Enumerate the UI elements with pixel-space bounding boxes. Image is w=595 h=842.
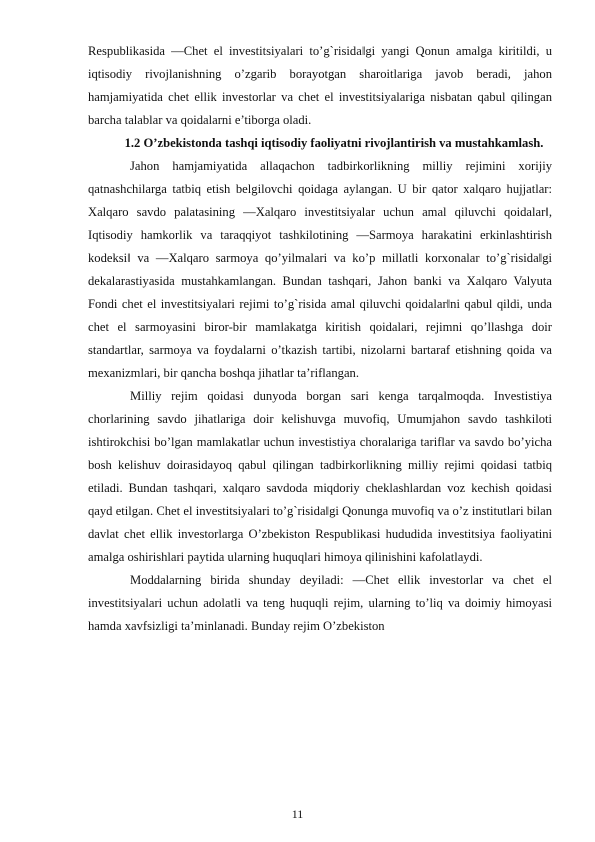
body-paragraph-1: Jahon hamjamiyatida allaqachon tadbirkorlikning milliy rejimini xorijiy qatnashchilarga tatbiq etish belgilovchi qoidaga aylangan. U bir qator xalqaro hujjatlar: Xalqaro savdo palatasining ―Xalqaro investitsiyalar uchun amal qiluvchi qoidalar‖, Iqtisodiy hamkorlik va taraqqiyot tashkilotining ―Sarmoya harakatini erkinlashtirish kodeksi‖ va ―Xalqaro sarmoya qo’yilmalari va ko’p millatli korxonalar to’g`risida‖gi dekalarastiyasida mustahkamlangan. Bundan tashqari, Jahon banki va Xalqaro Valyuta Fondi chet el investitsiyalari rejimi to’g`risida amal qiluvchi qoidalar‖ni qabul qildi, unda chet el sarmoyasini biror-bir mamlakatga kiritish qoidalari, rejimni qo’llashga doir standartlar, sarmoya va foydalarni o’tkazish tartibi, nizolarni bartaraf etishning qoida va mexanizmlari, bir qancha boshqa jihatlar ta’riflangan. [88, 159, 552, 380]
document-page [88, 40, 552, 638]
body-paragraph-2: Milliy rejim qoidasi dunyoda borgan sari kenga tarqalmoqda. Investistiya chorlarining savdo jihatlariga doir kelishuvga muvofiq, Umumjahon savdo tashkiloti ishtirokchisi bo’lgan mamlakatlar uchun investistiya choralariga tariflar va savdo bo’yicha bosh kelishuv doirasidayoq qabul qilingan tadbirkorlikning milliy rejimi qoidasi tatbiq etiladi. Bundan tashqari, xalqaro savdoda miqdoriy cheklashlardan voz kechish qoidasi qayd etilgan. Chet el investitsiyalari to’g`risida‖gi Qonunga muvofiq va o’z institutlari bilan davlat chet ellik investorlarga O’zbekiston Respublikasi hududida investitsiya faoliyatini amalga oshirishlari paytida ularning huquqlari himoya qilinishini kafolatlaydi. [88, 389, 552, 564]
page-number: 11 [291, 807, 304, 821]
section-heading: 1.2 O’zbekistonda tashqi iqtisodiy faoliyatni rivojlantirish va mustahkamlash. [124, 136, 544, 150]
intro-paragraph: Respublikasida ―Chet el investitsiyalari to’g`risida‖gi yangi Qonun amalga kiritildi, u iqtisodiy rivojlanishning o’zgarib borayotgan sharoitlariga javob beradi, jahon hamjamiyatida chet ellik investorlar va chet el investitsiyalariga nisbatan qabul qilingan barcha talablar va qoidalarni e’tiborga oladi. [88, 44, 552, 127]
body-paragraph-3: Moddalarning birida shunday deyiladi: ―Chet ellik investorlar va chet el investitsiyalari uchun adolatli va teng huquqli rejim, ularning to’liq va doimiy himoyasi hamda xavfsizligi ta’minlanadi. Bunday rejim O’zbekiston [88, 573, 552, 633]
